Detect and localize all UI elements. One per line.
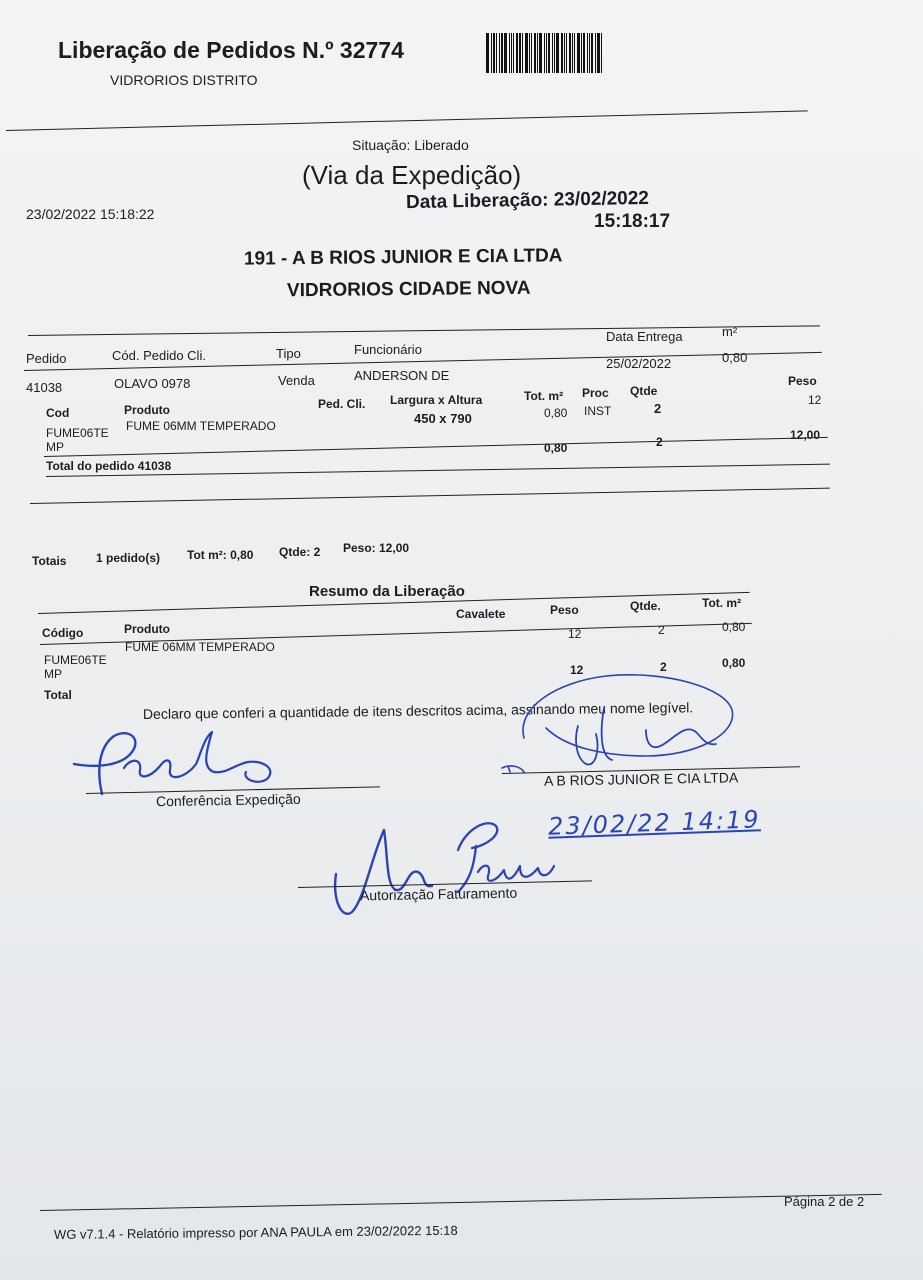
item-header-tot-m2: Tot. m²: [524, 389, 564, 403]
barcode-bar: [491, 33, 492, 73]
item-header-cod: Cod: [46, 406, 70, 420]
footer-printed-by: WG v7.1.4 - Relatório impresso por ANA PAULA em 23/02/2022 15:18: [53, 1222, 458, 1242]
subtotal-tot-m2: 0,80: [544, 441, 568, 455]
client-name: 191 - A B RIOS JUNIOR E CIA LTDA: [243, 245, 563, 270]
barcode-bar: [486, 33, 489, 73]
resumo-total-qtde: 2: [660, 660, 667, 674]
item-peso: 12: [808, 393, 822, 407]
printed-datetime: 23/02/2022 15:18:22: [26, 206, 155, 222]
resumo-row-qtde: 2: [658, 623, 665, 637]
value-tipo: Venda: [278, 373, 315, 388]
declaration-text: Declaro que conferi a quantidade de itens descritos acima, assinando meu nome legível.: [142, 699, 694, 722]
item-produto: FUME 06MM TEMPERADO: [126, 419, 276, 433]
col-header-data-entrega: Data Entrega: [606, 329, 683, 344]
barcode-bar: [564, 33, 565, 73]
barcode-bar: [554, 33, 555, 73]
item-header-ped-cli: Ped. Cli.: [318, 397, 366, 411]
resumo-header-qtde: Qtde.: [630, 599, 661, 613]
autorizacao-signature: [326, 816, 562, 924]
item-header-largura-altura: Largura x Altura: [390, 393, 483, 407]
barcode-bar: [572, 33, 573, 73]
resumo-row-tot-m2: 0,80: [722, 620, 746, 634]
barcode-bar: [546, 33, 547, 73]
barcode-bar: [561, 33, 563, 73]
barcode-bar: [581, 33, 582, 73]
barcode-bar: [589, 33, 590, 73]
barcode-bar: [591, 33, 593, 73]
barcode-bar: [519, 33, 521, 73]
subtotal-peso: 12,00: [790, 428, 821, 442]
header-divider: [6, 110, 808, 131]
barcode-bar: [595, 33, 596, 73]
barcode-bar: [493, 33, 495, 73]
item-cod-line1: FUME06TE: [46, 426, 109, 440]
document-title: Liberação de Pedidos N.º 32774: [58, 37, 404, 63]
autorizacao-label: Autorização Faturamento: [359, 884, 518, 904]
barcode-bar: [509, 33, 510, 73]
copy-type: (Via da Expedição): [302, 160, 522, 190]
totals-peso: Peso: 12,00: [343, 541, 410, 555]
resumo-header-cavalete: Cavalete: [456, 607, 506, 621]
resumo-row-produto: FUME 06MM TEMPERADO: [125, 640, 275, 654]
barcode-bar: [525, 33, 528, 73]
barcode: [486, 33, 622, 73]
barcode-bar: [566, 33, 567, 73]
item-header-peso: Peso: [788, 374, 817, 388]
resumo-header-codigo: Código: [42, 626, 84, 640]
barcode-bar: [548, 33, 550, 73]
item-dimensions: 450 x 790: [414, 411, 472, 426]
barcode-bar: [522, 33, 523, 73]
status-text: Situação: Liberado: [352, 137, 469, 153]
col-header-tipo: Tipo: [276, 346, 301, 361]
barcode-bar: [574, 33, 575, 73]
totals-label: Totais: [32, 554, 67, 568]
item-qtde: 2: [654, 401, 662, 416]
col-header-funcionario: Funcionário: [354, 342, 422, 357]
client-signature-label: A B RIOS JUNIOR E CIA LTDA: [543, 769, 739, 789]
value-funcionario: ANDERSON DE: [354, 368, 450, 383]
item-proc: INST: [584, 404, 612, 418]
totals-tot-m2: Tot m²: 0,80: [187, 548, 254, 562]
resumo-header-tot-m2: Tot. m²: [702, 596, 742, 610]
release-time: 15:18:17: [594, 211, 671, 232]
barcode-bar: [504, 33, 507, 73]
resumo-title: Resumo da Liberação: [309, 583, 465, 600]
barcode-bar: [597, 33, 600, 73]
release-date: Data Liberação: 23/02/2022: [405, 187, 650, 214]
barcode-bar: [499, 33, 500, 73]
resumo-row-codigo-line1: FUME06TE: [44, 653, 107, 667]
value-pedido: 41038: [26, 380, 63, 395]
value-cod-pedido-cli: OLAVO 0978: [114, 376, 191, 391]
totals-pedidos: 1 pedido(s): [96, 551, 161, 565]
order-table-top-line: [28, 325, 820, 336]
col-header-m2: m²: [722, 324, 738, 339]
barcode-bar: [577, 33, 580, 73]
item-tot-m2: 0,80: [544, 406, 568, 420]
resumo-total-label: Total: [44, 688, 72, 702]
totals-qtde: Qtde: 2: [279, 545, 321, 559]
resumo-row-peso: 12: [568, 627, 582, 641]
handwritten-date: 23/02/22 14:19: [547, 805, 762, 841]
barcode-bar: [552, 33, 553, 73]
barcode-bar: [516, 33, 518, 73]
resumo-header-produto: Produto: [124, 622, 170, 636]
barcode-bar: [601, 33, 602, 73]
barcode-bar: [513, 33, 514, 73]
resumo-total-peso: 12: [570, 663, 584, 677]
col-header-cod-pedido-cli: Cód. Pedido Cli.: [112, 348, 206, 363]
client-signature: [496, 668, 746, 780]
order-total-label: Total do pedido 41038: [46, 459, 172, 473]
barcode-bar: [544, 33, 545, 73]
subtotal-qtde: 2: [656, 435, 663, 449]
barcode-bar: [511, 33, 512, 73]
resumo-total-tot-m2: 0,80: [722, 656, 746, 670]
resumo-row-codigo-line2: MP: [44, 667, 62, 681]
item-header-produto: Produto: [124, 403, 170, 417]
barcode-bar: [501, 33, 503, 73]
barcode-bar: [531, 33, 532, 73]
barcode-bar: [529, 33, 530, 73]
value-m2: 0,80: [722, 350, 748, 365]
footer-page-number: Página 2 de 2: [784, 1194, 865, 1209]
resumo-header-peso: Peso: [550, 603, 579, 617]
barcode-bar: [537, 33, 538, 73]
barcode-bar: [587, 33, 588, 73]
value-data-entrega: 25/02/2022: [606, 356, 672, 371]
conferencia-label: Conferência Expedição: [155, 790, 301, 810]
col-header-pedido: Pedido: [26, 351, 67, 366]
footer-line: [40, 1194, 882, 1211]
barcode-bar: [569, 33, 571, 73]
barcode-bar: [534, 33, 536, 73]
barcode-bar: [556, 33, 559, 73]
item-header-qtde: Qtde: [630, 384, 658, 398]
item-cod-line2: MP: [46, 440, 64, 454]
barcode-bar: [539, 33, 542, 73]
barcode-bar: [583, 33, 585, 73]
item-divider: [44, 437, 828, 457]
barcode-bar: [496, 33, 497, 73]
client-branch: VIDRORIOS CIDADE NOVA: [286, 277, 531, 302]
item-header-proc: Proc: [582, 386, 609, 400]
order-table-bottom-line: [30, 488, 830, 504]
company-subtitle: VIDRORIOS DISTRITO: [110, 72, 258, 88]
